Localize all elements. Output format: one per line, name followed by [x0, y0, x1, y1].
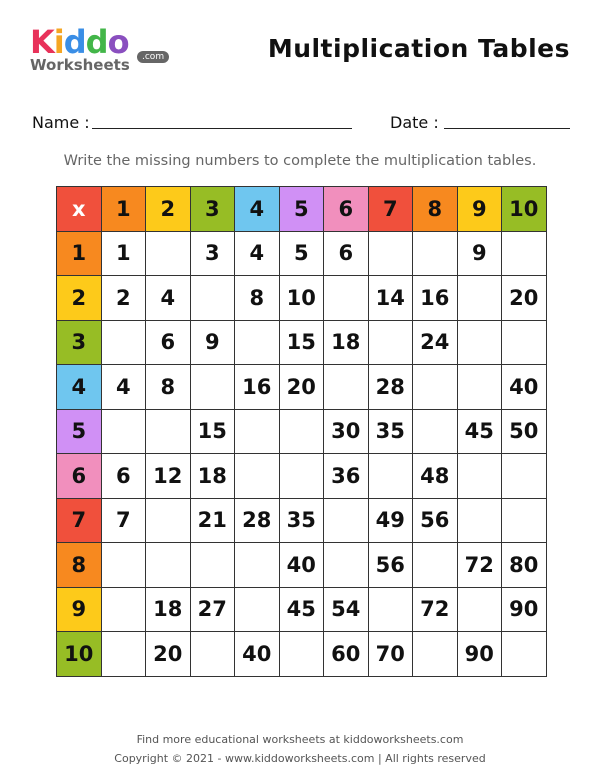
product-cell: 18 — [190, 454, 235, 499]
row-header: 6 — [57, 454, 102, 499]
kiddo-worksheets-logo — [30, 23, 170, 82]
blank-answer-cell[interactable] — [502, 231, 547, 276]
blank-answer-cell[interactable] — [101, 543, 146, 588]
table-row — [57, 409, 547, 454]
table-row — [57, 632, 547, 677]
product-cell: 45 — [457, 409, 502, 454]
product-cell: 3 — [190, 231, 235, 276]
blank-answer-cell[interactable] — [235, 543, 280, 588]
product-cell: 10 — [279, 276, 324, 321]
table-row — [57, 231, 547, 276]
blank-answer-cell[interactable] — [324, 276, 369, 321]
product-cell: 4 — [235, 231, 280, 276]
blank-answer-cell[interactable] — [368, 454, 413, 499]
product-cell: 7 — [101, 498, 146, 543]
product-cell: 54 — [324, 587, 369, 632]
blank-answer-cell[interactable] — [457, 365, 502, 410]
logo-com-badge: .com — [137, 51, 169, 63]
product-cell: 72 — [457, 543, 502, 588]
product-cell: 36 — [324, 454, 369, 499]
table-row — [57, 498, 547, 543]
product-cell: 15 — [279, 320, 324, 365]
logo-letter: o — [107, 23, 129, 61]
blank-answer-cell[interactable] — [146, 543, 191, 588]
product-cell: 56 — [413, 498, 458, 543]
blank-answer-cell[interactable] — [101, 409, 146, 454]
table-row — [57, 454, 547, 499]
product-cell: 9 — [190, 320, 235, 365]
row-header: 8 — [57, 543, 102, 588]
blank-answer-cell[interactable] — [324, 543, 369, 588]
product-cell: 40 — [279, 543, 324, 588]
date-label: Date : — [390, 113, 439, 132]
product-cell: 48 — [413, 454, 458, 499]
blank-answer-cell[interactable] — [324, 365, 369, 410]
column-header: 3 — [190, 187, 235, 232]
footer-copyright: Copyright © 2021 - www.kiddoworksheets.com | All rights reserved — [114, 752, 486, 765]
blank-answer-cell[interactable] — [413, 632, 458, 677]
blank-answer-cell[interactable] — [279, 632, 324, 677]
name-label: Name : — [32, 113, 90, 132]
column-header: 4 — [235, 187, 280, 232]
column-header: 8 — [413, 187, 458, 232]
name-input-line[interactable] — [92, 128, 352, 129]
blank-answer-cell[interactable] — [146, 409, 191, 454]
blank-answer-cell[interactable] — [279, 454, 324, 499]
blank-answer-cell[interactable] — [146, 498, 191, 543]
blank-answer-cell[interactable] — [190, 543, 235, 588]
row-header: 5 — [57, 409, 102, 454]
blank-answer-cell[interactable] — [101, 632, 146, 677]
product-cell: 2 — [101, 276, 146, 321]
product-cell: 40 — [502, 365, 547, 410]
product-cell: 6 — [101, 454, 146, 499]
column-header: 7 — [368, 187, 413, 232]
product-cell: 30 — [324, 409, 369, 454]
row-header: 7 — [57, 498, 102, 543]
blank-answer-cell[interactable] — [235, 409, 280, 454]
column-header: 2 — [146, 187, 191, 232]
product-cell: 12 — [146, 454, 191, 499]
product-cell: 35 — [279, 498, 324, 543]
product-cell: 60 — [324, 632, 369, 677]
product-cell: 9 — [457, 231, 502, 276]
product-cell: 5 — [279, 231, 324, 276]
page-title: Multiplication Tables — [267, 34, 570, 63]
blank-answer-cell[interactable] — [502, 632, 547, 677]
product-cell: 18 — [324, 320, 369, 365]
blank-answer-cell[interactable] — [457, 498, 502, 543]
blank-answer-cell[interactable] — [502, 454, 547, 499]
header-row — [57, 187, 547, 232]
blank-answer-cell[interactable] — [502, 320, 547, 365]
product-cell: 21 — [190, 498, 235, 543]
blank-answer-cell[interactable] — [457, 276, 502, 321]
product-cell: 4 — [146, 276, 191, 321]
product-cell: 45 — [279, 587, 324, 632]
blank-answer-cell[interactable] — [235, 320, 280, 365]
instructions: Write the missing numbers to complete the multiplication tables. — [63, 153, 537, 169]
blank-answer-cell[interactable] — [101, 320, 146, 365]
product-cell: 15 — [190, 409, 235, 454]
product-cell: 27 — [190, 587, 235, 632]
date-input-line[interactable] — [444, 128, 570, 129]
table-row — [57, 320, 547, 365]
product-cell: 49 — [368, 498, 413, 543]
product-cell: 28 — [368, 365, 413, 410]
product-cell: 8 — [235, 276, 280, 321]
product-cell: 40 — [235, 632, 280, 677]
blank-answer-cell[interactable] — [324, 498, 369, 543]
blank-answer-cell[interactable] — [413, 365, 458, 410]
row-header: 1 — [57, 231, 102, 276]
blank-answer-cell[interactable] — [502, 498, 547, 543]
blank-answer-cell[interactable] — [190, 365, 235, 410]
product-cell: 20 — [502, 276, 547, 321]
footer-line-1: Find more educational worksheets at kiddoworksheets.com — [136, 733, 464, 746]
logo-letter: d — [63, 23, 86, 61]
table-row — [57, 587, 547, 632]
blank-answer-cell[interactable] — [457, 587, 502, 632]
row-header: 9 — [57, 587, 102, 632]
logo-worksheets-text: Worksheets — [30, 56, 130, 74]
blank-answer-cell[interactable] — [457, 454, 502, 499]
product-cell: 70 — [368, 632, 413, 677]
product-cell: 20 — [279, 365, 324, 410]
corner-cell: x — [57, 187, 102, 232]
blank-answer-cell[interactable] — [413, 543, 458, 588]
product-cell: 6 — [146, 320, 191, 365]
product-cell: 20 — [146, 632, 191, 677]
logo-letter: i — [53, 23, 64, 61]
blank-answer-cell[interactable] — [279, 409, 324, 454]
row-header: 2 — [57, 276, 102, 321]
product-cell: 24 — [413, 320, 458, 365]
logo-letter: d — [85, 23, 108, 61]
multiplication-table — [56, 186, 547, 677]
blank-answer-cell[interactable] — [190, 276, 235, 321]
product-cell: 90 — [457, 632, 502, 677]
table-row — [57, 543, 547, 588]
blank-answer-cell[interactable] — [368, 587, 413, 632]
blank-answer-cell[interactable] — [413, 409, 458, 454]
column-header: 10 — [502, 187, 547, 232]
blank-answer-cell[interactable] — [235, 587, 280, 632]
row-header: 4 — [57, 365, 102, 410]
product-cell: 50 — [502, 409, 547, 454]
row-header: 3 — [57, 320, 102, 365]
blank-answer-cell[interactable] — [368, 320, 413, 365]
product-cell: 28 — [235, 498, 280, 543]
product-cell: 72 — [413, 587, 458, 632]
product-cell: 18 — [146, 587, 191, 632]
product-cell: 14 — [368, 276, 413, 321]
column-header: 6 — [324, 187, 369, 232]
blank-answer-cell[interactable] — [101, 587, 146, 632]
blank-answer-cell[interactable] — [235, 454, 280, 499]
logo-letter: K — [30, 23, 54, 61]
product-cell: 35 — [368, 409, 413, 454]
product-cell: 8 — [146, 365, 191, 410]
blank-answer-cell[interactable] — [457, 320, 502, 365]
blank-answer-cell[interactable] — [368, 231, 413, 276]
column-header: 9 — [457, 187, 502, 232]
product-cell: 80 — [502, 543, 547, 588]
column-header: 1 — [101, 187, 146, 232]
product-cell: 16 — [235, 365, 280, 410]
table-row — [57, 276, 547, 321]
blank-answer-cell[interactable] — [190, 632, 235, 677]
column-header: 5 — [279, 187, 324, 232]
product-cell: 90 — [502, 587, 547, 632]
product-cell: 16 — [413, 276, 458, 321]
product-cell: 4 — [101, 365, 146, 410]
product-cell: 1 — [101, 231, 146, 276]
table-row — [57, 365, 547, 410]
product-cell: 6 — [324, 231, 369, 276]
blank-answer-cell[interactable] — [146, 231, 191, 276]
product-cell: 56 — [368, 543, 413, 588]
row-header: 10 — [57, 632, 102, 677]
blank-answer-cell[interactable] — [413, 231, 458, 276]
